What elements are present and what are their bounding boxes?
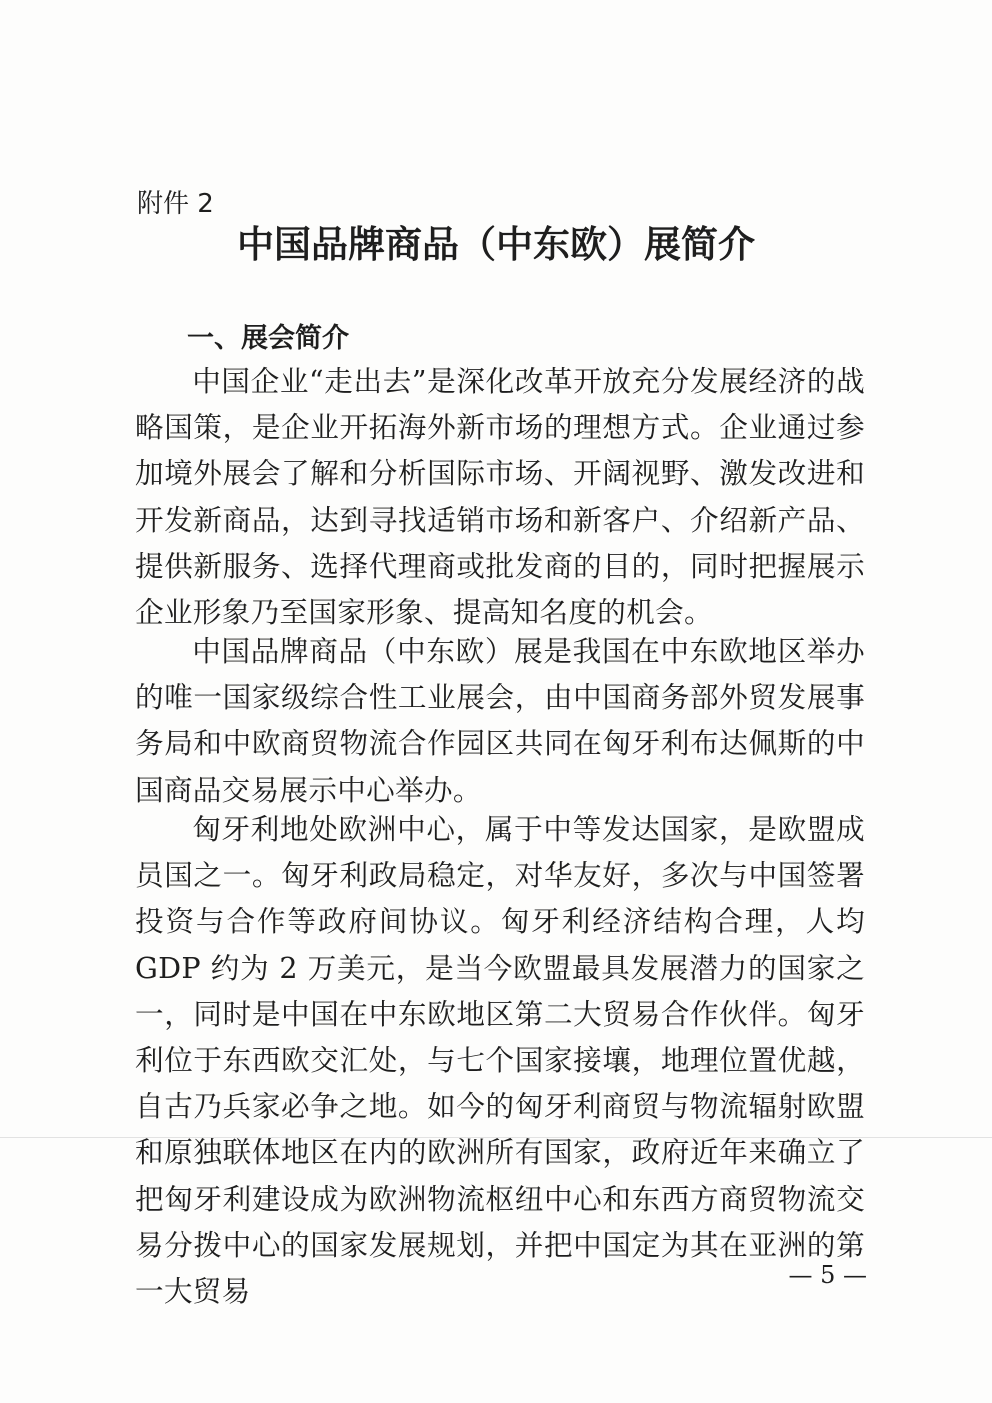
document-title: 中国品牌商品（中东欧）展简介	[237, 223, 755, 266]
page-number: — 5 —	[788, 1261, 867, 1289]
attachment-label: 附件 2	[137, 189, 214, 219]
section-heading: 一、展会简介	[187, 323, 349, 354]
body-paragraph: 匈牙利地处欧洲中心，属于中等发达国家，是欧盟成员国之一。匈牙利政局稳定，对华友好，多次与中国签署投资与合作等政府间协议。匈牙利经济结构合理，人均 GDP 约为 2 万美元，是当今欧盟最具发展潜力的国家之一，同时是中国在中东欧地区第二大贸易合作伙伴。匈牙利位于东西欧交汇处，与七个国家接壤，地理位置优越，自古乃兵家必争之地。如今的匈牙利商贸与物流辐射欧盟和原独联体地区在内的欧洲所有国家，政府近年来确立了把匈牙利建设成为欧洲物流枢纽中心和东西方商贸物流交易分拨中心的国家发展规划，并把中国定为其在亚洲的第一大贸易	[135, 812, 865, 1309]
body-paragraph: 中国品牌商品（中东欧）展是我国在中东欧地区举办的唯一国家级综合性工业展会，由中国商务部外贸发展事务局和中欧商贸物流合作园区共同在匈牙利布达佩斯的中国商品交易展示中心举办。	[135, 634, 865, 807]
body-paragraph: 中国企业“走出去”是深化改革开放充分发展经济的战略国策，是企业开拓海外新市场的理想方式。企业通过参加境外展会了解和分析国际市场、开阔视野、激发改进和开发新商品，达到寻找适销市场和新客户、介绍新产品、提供新服务、选择代理商或批发商的目的，同时把握展示企业形象乃至国家形象、提高知名度的机会。	[135, 364, 865, 630]
